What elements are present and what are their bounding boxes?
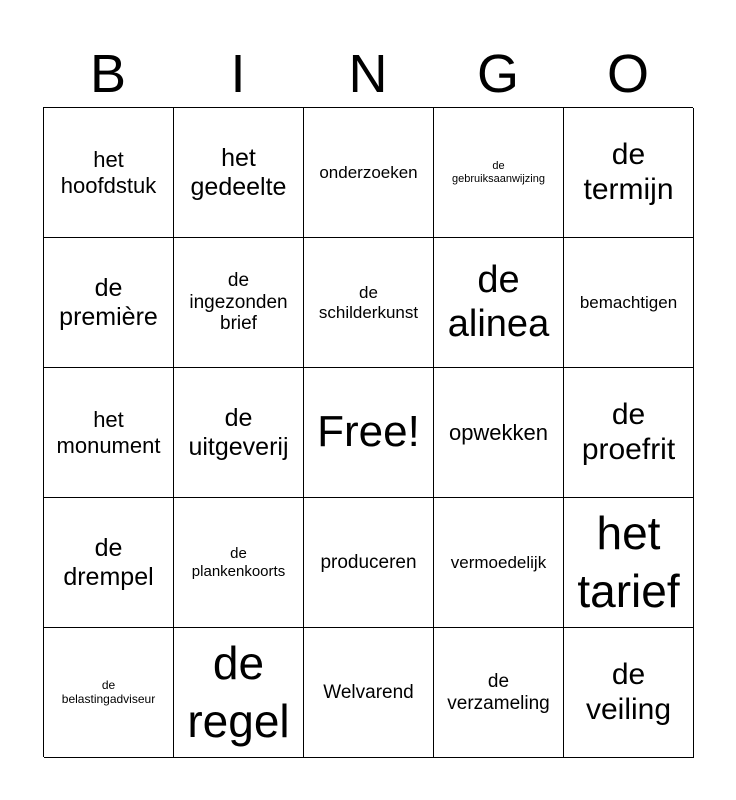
cell-text: de belastingadviseur — [61, 677, 156, 706]
cell-text: de drempel — [63, 533, 154, 591]
bingo-cell — [174, 498, 304, 628]
bingo-header — [43, 40, 693, 108]
cell-text: de proefrit — [581, 398, 676, 466]
bingo-cell — [434, 238, 564, 368]
header-letter-g: G — [476, 44, 519, 104]
cell-text: het hoofdstuk — [60, 147, 157, 198]
bingo-cell — [564, 238, 694, 368]
cell-text: het tarief — [577, 507, 680, 617]
bingo-cell — [174, 368, 304, 498]
bingo-free-space — [304, 368, 434, 498]
bingo-cell — [304, 238, 434, 368]
bingo-cell — [44, 238, 174, 368]
cell-text: de alinea — [447, 258, 550, 345]
header-letter-b: B — [89, 44, 127, 104]
bingo-cell — [44, 368, 174, 498]
bingo-cell — [434, 108, 564, 238]
bingo-cell — [564, 368, 694, 498]
cell-text: onderzoeken — [319, 162, 418, 182]
cell-text: de première — [59, 273, 158, 331]
bingo-cell — [44, 628, 174, 758]
cell-text: opwekken — [448, 419, 549, 445]
header-letter-i: I — [230, 44, 246, 104]
header-letter-n: N — [348, 44, 388, 104]
bingo-cell — [44, 498, 174, 628]
cell-text: de gebruiksaanwijzing — [452, 159, 545, 185]
bingo-cell — [44, 108, 174, 238]
cell-text: bemachtigen — [579, 292, 678, 312]
cell-text: de veiling — [585, 658, 672, 726]
bingo-cell — [564, 498, 694, 628]
bingo-board — [43, 107, 693, 757]
cell-text: Welvarend — [323, 681, 414, 703]
bingo-cell — [174, 238, 304, 368]
cell-text: de ingezonden brief — [189, 269, 288, 335]
cell-text: het gedeelte — [190, 143, 287, 201]
cell-text: vermoedelijk — [450, 552, 547, 572]
cell-text: de termijn — [583, 138, 674, 206]
bingo-cell — [564, 108, 694, 238]
cell-text: de regel — [187, 637, 290, 747]
bingo-cell — [434, 628, 564, 758]
bingo-cell — [304, 498, 434, 628]
cell-text: produceren — [320, 551, 417, 573]
bingo-cell — [304, 108, 434, 238]
cell-text: het monument — [56, 407, 161, 458]
header-letter-o: O — [606, 44, 649, 104]
bingo-cell — [174, 628, 304, 758]
cell-text: de plankenkoorts — [191, 545, 286, 580]
cell-text: de uitgeverij — [188, 403, 289, 461]
bingo-cell — [434, 498, 564, 628]
bingo-cell — [304, 628, 434, 758]
cell-text: de schilderkunst — [318, 282, 419, 322]
bingo-cell — [174, 108, 304, 238]
bingo-cell — [564, 628, 694, 758]
cell-text: Free! — [317, 407, 420, 457]
cell-text: de verzameling — [447, 670, 550, 714]
bingo-cell — [434, 368, 564, 498]
